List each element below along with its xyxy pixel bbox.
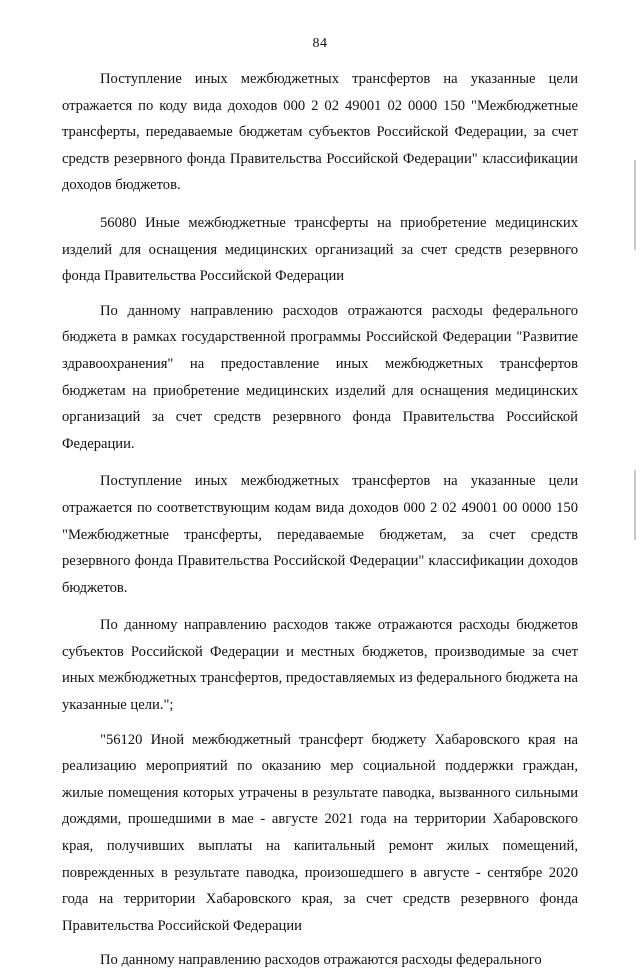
paragraph-heading-56080: 56080 Иные межбюджетные трансферты на приобретение медицинских изделий для оснащения медицинских организаций за счет средств резервного фонда Правительства Российской Федерации	[62, 214, 578, 285]
scan-edge-mark	[634, 160, 636, 250]
paragraph-56080-description: По данному направлению расходов отражаются расходы федерального бюджета в рамках государственной программы Российской Федерации "Развитие здравоохранения" на предоставление иных межбюджетных трансфертов бюджетам на приобретение медицинских изделий для оснащения медицинских организаций за счет средств резервного фонда Правительства Российской Федерации.	[62, 302, 578, 452]
paragraph-subject-local-budgets: По данному направлению расходов также отражаются расходы бюджетов субъектов Российской Федерации и местных бюджетов, производимые за счет иных межбюджетных трансфертов, предоставляемых из федерального бюджета на указанные цели.";	[62, 617, 578, 714]
page-number: 84	[312, 36, 328, 51]
paragraph-56120-description-start: По данному направлению расходов отражаются расходы федерального	[100, 952, 542, 969]
document-body	[62, 66, 578, 974]
paragraph-income-transfers-reserve-fund-subjects: Поступление иных межбюджетных трансфертов на указанные цели отражается по коду вида доходов 000 2 02 49001 02 0000 150 "Межбюджетные трансферты, передаваемые бюджетам субъектов Российской Федерации, за счет средств резервного фонда Правительства Российской Федерации" классификации доходов бюджетов.	[62, 71, 578, 194]
paragraph-heading-56120: "56120 Иной межбюджетный трансферт бюджету Хабаровского края на реализацию мероприятий по оказанию мер социальной поддержки граждан, жилые помещения которых утрачены в результате паводка, вызванного сильными дождями, прошедшими в мае - августе 2021 года на территории Хабаровского края, получивших выплаты на капитальный ремонт жилых помещений, поврежденных в результате паводка, произошедшего в августе - сентябре 2020 года на территории Хабаровского края, за счет средств резервного фонда Правительства Российской Федерации	[62, 731, 578, 934]
paragraph-income-transfers-reserve-fund: Поступление иных межбюджетных трансфертов на указанные цели отражается по соответствующим кодам вида доходов 000 2 02 49001 00 0000 150 "Межбюджетные трансферты, передаваемые бюджетам, за счет средств резервного фонда Правительства Российской Федерации" классификации доходов бюджетов.	[62, 473, 578, 596]
scan-edge-mark	[634, 470, 636, 540]
